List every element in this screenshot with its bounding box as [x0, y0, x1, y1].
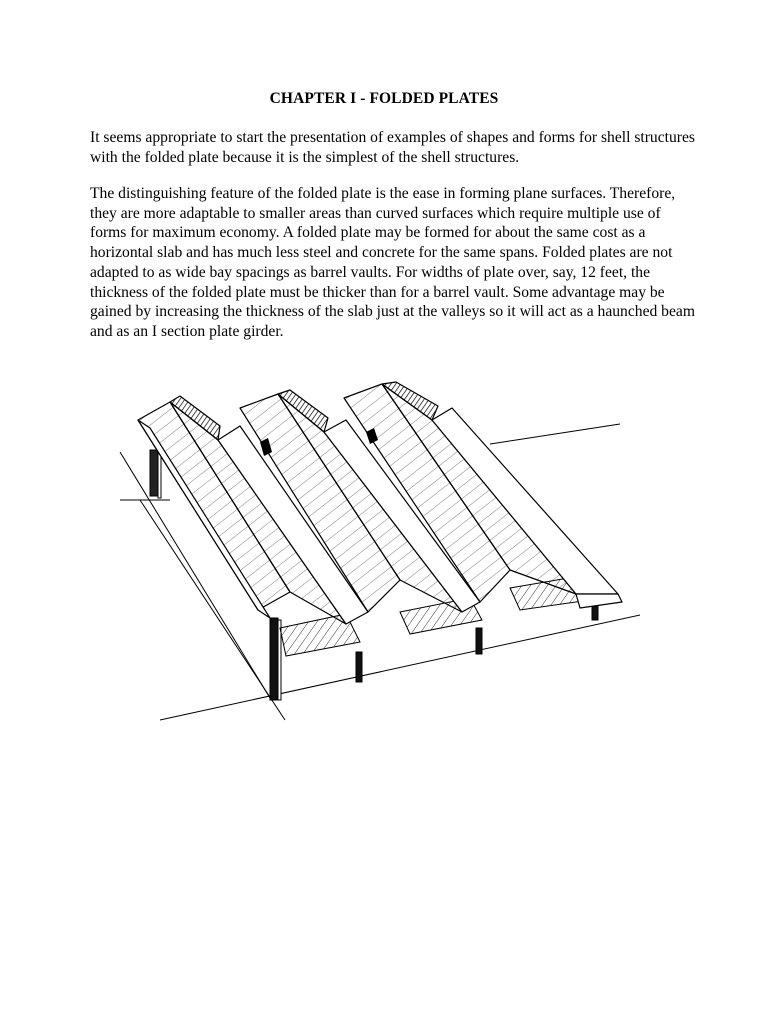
paragraph-features: The distinguishing feature of the folded plate is the ease in forming plane surfaces. Therefore, they are more adaptable to smaller areas than curved surfaces which require multiple use of forms for maximum economy. A folded plate may be formed for about the same cost as a horizontal slab and has much less steel and concrete for the same spans. Folded plates are not adapted to as wide bay spacings as barrel vaults. For widths of plate over, say, 12 feet, the thickness of the folded plate must be thicker than for a barrel vault. Some advantage may be gained by increasing the thickness of the slab just at the valleys so it will act as a haunched beam and as an I section plate girder. — [90, 185, 695, 340]
paragraph-intro: It seems appropriate to start the presentation of examples of shapes and forms for shell structures with the folded plate because it is the simplest of the shell structures. — [90, 129, 695, 166]
chapter-title: CHAPTER I - FOLDED PLATES — [269, 90, 499, 107]
folded-plate-illustration — [110, 380, 650, 730]
